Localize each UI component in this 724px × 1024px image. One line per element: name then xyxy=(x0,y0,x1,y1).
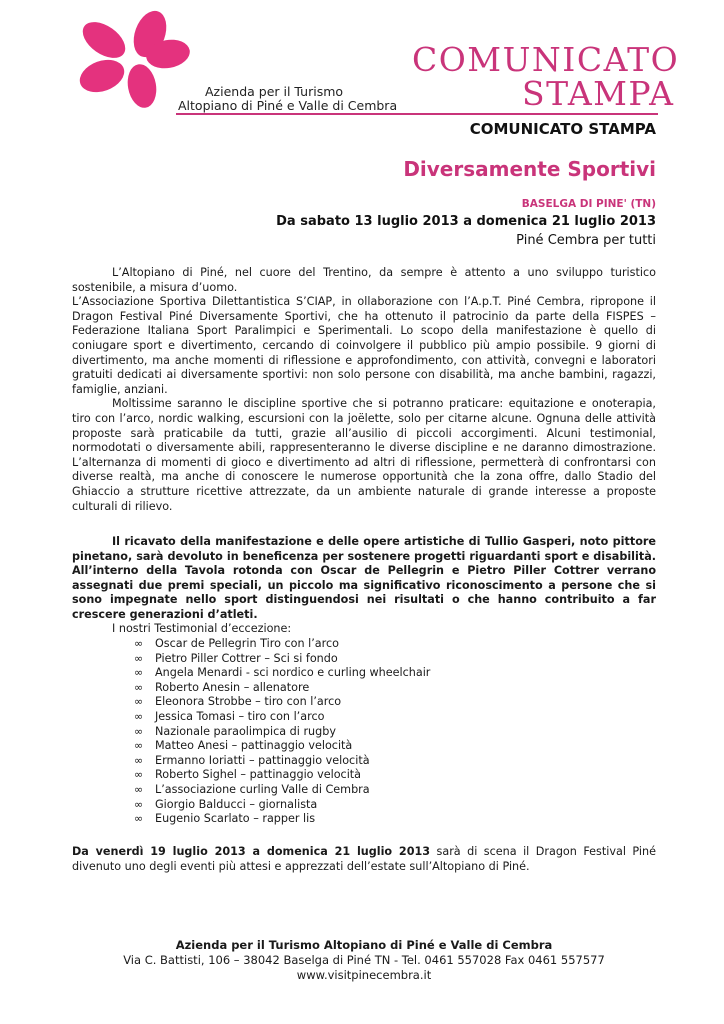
testimonial-name: Eleonora Strobbe – tiro con l’arco xyxy=(155,695,342,709)
testimonial-name: Pietro Piller Cottrer – Sci si fondo xyxy=(155,651,338,665)
page-title: Diversamente Sportivi xyxy=(403,157,656,181)
event-dates: Da sabato 13 luglio 2013 a domenica 21 luglio 2013 xyxy=(276,214,656,229)
footer-address: Via C. Battisti, 106 – 38042 Baselga di Piné TN - Tel. 0461 557028 Fax 0461 557577 xyxy=(123,952,605,967)
list-item xyxy=(134,754,430,769)
testimonial-name: Ermanno Ioriatti – pattinaggio velocità xyxy=(155,753,370,767)
testimonials-heading: I nostri Testimonial d’eccezione: xyxy=(112,622,292,635)
infinity-bullet-icon: ∞ xyxy=(134,637,144,650)
testimonial-name: Nazionale paraolimpica di rugby xyxy=(155,724,336,738)
testimonial-name: Angela Menardi - sci nordico e curling wheelchair xyxy=(155,666,431,680)
testimonial-name: Giorgio Balducci – giornalista xyxy=(155,797,318,811)
list-item xyxy=(134,695,430,710)
infinity-bullet-icon: ∞ xyxy=(134,768,144,782)
paragraph-2: L’Associazione Sportiva Dilettantistica S’CIAP, in ollaborazione con l’A.p.T. Piné Cembra, ripropone il Dragon Festival Piné Diversamente Sportivi, che ha ottenuto il patrocinio da parte della FISPES – Federazione Italiana Sport Paralimpici e Sperimentali. Lo scopo della manifestazione è quello di coniugare sport e divertimento, cercando di coinvolgere il pubblico più ampio possibile. 9 giorni di divertimento, ma anche momenti di riflessione e approfondimento, con attività, convegni e laboratori gratuiti dedicati ai diversamente sportivi: non solo persone con disabilità, ma anche bambini, ragazzi, famiglie, anziani. xyxy=(72,295,656,396)
footer-website-link[interactable]: www.visitpinecembra.it xyxy=(296,967,432,982)
closing-dates: Da venerdì 19 luglio 2013 a domenica 21 luglio 2013 xyxy=(72,845,431,858)
paragraph-4-bold xyxy=(72,535,656,623)
testimonials-list xyxy=(134,637,430,827)
paragraph-3: Moltissime saranno le discipline sportive che si potranno praticare: equitazione e onoterapia, tiro con l’arco, nordic walking, escursioni con la joëlette, solo per citarne alcune. Ognuna delle attività proposte sarà praticabile da tutti, grazie all’ausilio di piccoli accorgimenti. Alcuni testimonial, normodotati o diversamente abili, rappresenteranno le diverse discipline e ne daranno dimostrazione. L’alternanza di momenti di gioco e divertimento ad altri di riflessione, permetterà di confrontarsi con diverse realtà, ma anche di conoscere le numerose opportunità che la zona offre, dallo Stadio del Ghiaccio a strutture ricettive attrezzate, da un ambiente naturale di grande interesse a proposte culturali di rilievo. xyxy=(72,397,656,513)
header-big-title-line-1: COMUNICATO xyxy=(412,40,680,79)
list-item xyxy=(134,739,430,754)
testimonial-name: Matteo Anesi – pattinaggio velocità xyxy=(155,739,353,753)
intro-text xyxy=(72,266,656,514)
testimonial-name: Jessica Tomasi – tiro con l’arco xyxy=(155,709,325,723)
list-item xyxy=(134,681,430,696)
list-item xyxy=(134,710,430,725)
testimonial-name: L’associazione curling Valle di Cembra xyxy=(155,782,370,796)
subtitle: Piné Cembra per tutti xyxy=(516,233,656,248)
organization-name-line-1: Azienda per il Turismo xyxy=(205,84,344,99)
testimonial-name: Roberto Sighel – pattinaggio velocità xyxy=(155,768,362,782)
location-label: BASELGA DI PINE' (TN) xyxy=(521,198,656,210)
closing-paragraph xyxy=(72,845,656,874)
testimonial-name: Roberto Anesin – allenatore xyxy=(155,680,310,694)
infinity-bullet-icon: ∞ xyxy=(134,782,144,796)
infinity-bullet-icon: ∞ xyxy=(134,797,144,811)
footer-organization: Azienda per il Turismo Altopiano di Piné e Valle di Cembra xyxy=(175,938,553,952)
closing-text: sarà di scena il Dragon Festival Piné divenuto uno degli eventi più attesi e apprezzati dell’estate sull’Altopiano di Piné. xyxy=(72,845,656,873)
infinity-bullet-icon: ∞ xyxy=(134,753,144,767)
infinity-bullet-icon: ∞ xyxy=(134,666,144,680)
list-item xyxy=(134,783,430,798)
paragraph-1: L’Altopiano di Piné, nel cuore del Trentino, da sempre è attento a uno sviluppo turistico sostenibile, a misura d’uomo. xyxy=(72,266,656,294)
header-big-title-line-2: STAMPA xyxy=(522,74,675,113)
infinity-bullet-icon: ∞ xyxy=(134,709,144,723)
flower-logo-icon xyxy=(72,6,192,116)
header-divider xyxy=(176,113,658,115)
section-label: COMUNICATO STAMPA xyxy=(469,120,656,138)
list-item xyxy=(134,666,430,681)
list-item xyxy=(134,812,430,827)
list-item xyxy=(134,652,430,667)
list-item xyxy=(134,798,430,813)
list-item xyxy=(134,725,430,740)
list-item xyxy=(134,637,430,652)
infinity-bullet-icon: ∞ xyxy=(134,695,144,709)
organization-name-line-2: Altopiano di Piné e Valle di Cembra xyxy=(178,98,398,113)
testimonial-name: Oscar de Pellegrin Tiro con l’arco xyxy=(155,637,339,650)
list-item xyxy=(134,768,430,783)
footer xyxy=(72,938,656,982)
infinity-bullet-icon: ∞ xyxy=(134,651,144,665)
paragraph-4-text: Il ricavato della manifestazione e delle opere artistiche di Tullio Gasperi, noto pittore pinetano, sarà devoluto in beneficenza per sostenere progetti riguardanti sport e disabilità. All’interno della Tavola rotonda con Oscar de Pellegrin e Pietro Piller Cottrer verrano assegnati due premi speciali, un piccolo ma significativo riconoscimento a persone che si sono impegnate nello sport distinguendosi nei risultati o che hanno contribuito a far crescere generazioni d’atleti. xyxy=(72,535,656,621)
infinity-bullet-icon: ∞ xyxy=(134,739,144,753)
testimonial-name: Eugenio Scarlato – rapper lis xyxy=(155,812,316,826)
infinity-bullet-icon: ∞ xyxy=(134,680,144,694)
infinity-bullet-icon: ∞ xyxy=(134,812,144,826)
infinity-bullet-icon: ∞ xyxy=(134,724,144,738)
